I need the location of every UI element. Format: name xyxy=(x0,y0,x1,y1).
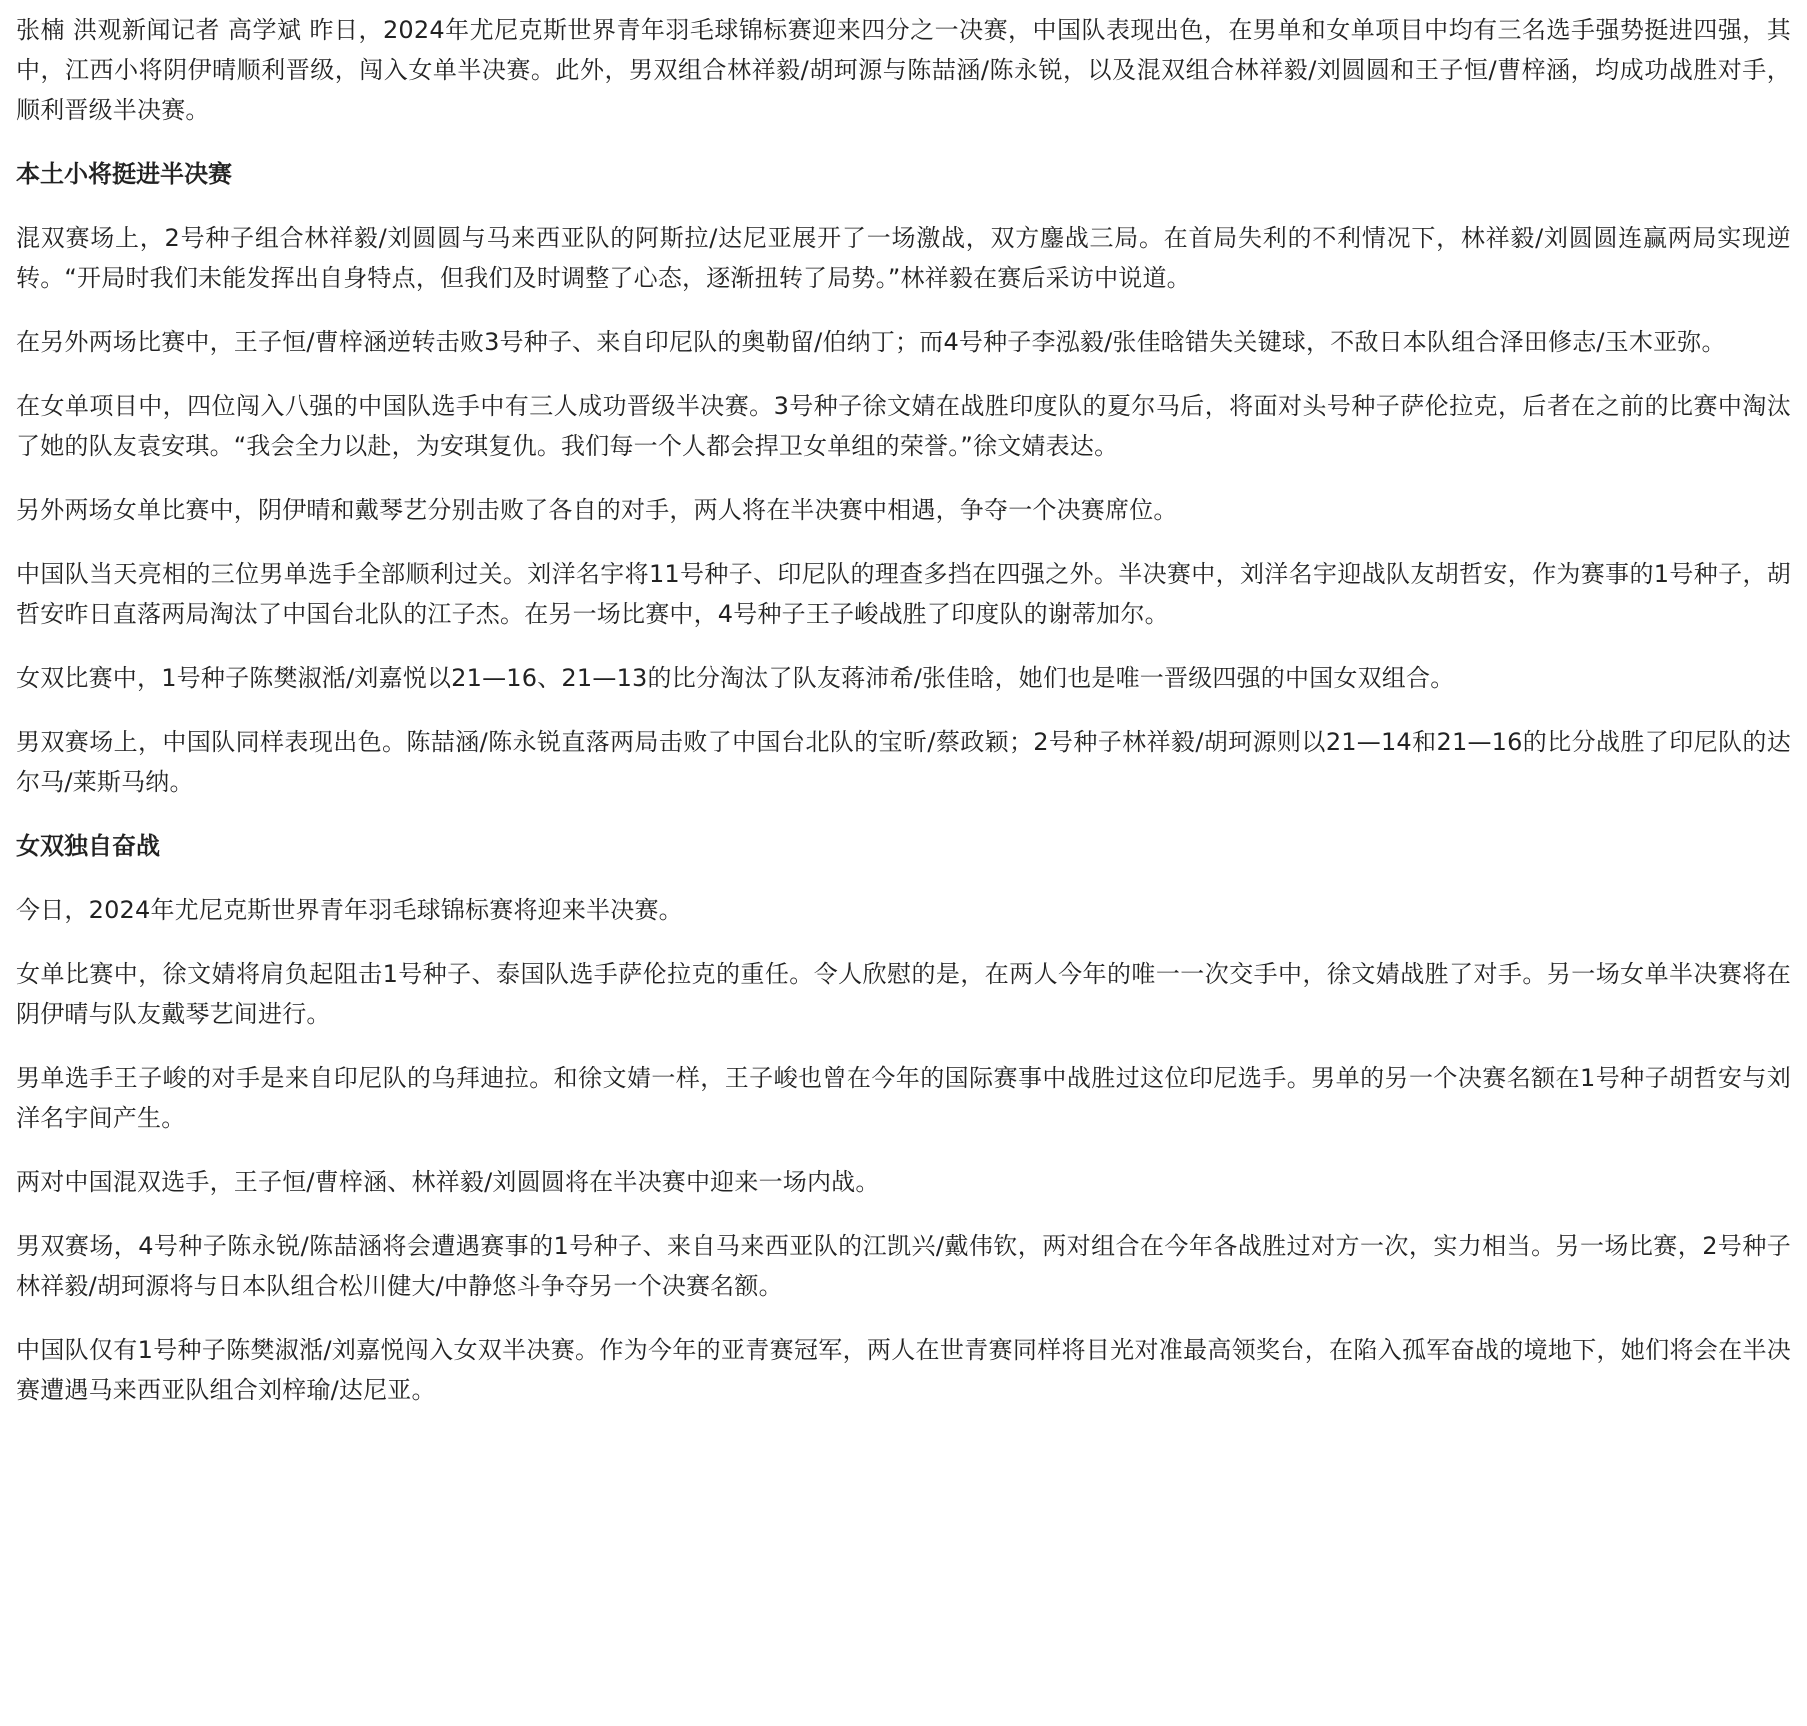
article-paragraph: 张楠 洪观新闻记者 高学斌 昨日，2024年尤尼克斯世界青年羽毛球锦标赛迎来四分之一决赛，中国队表现出色，在男单和女单项目中均有三名选手强势挺进四强，其中，江西小将阴伊晴顺利晋级，闯入女单半决赛。此外，男双组合林祥毅/胡珂源与陈喆涵/陈永锐，以及混双组合林祥毅/刘圆圆和王子恒/曹梓涵，均成功战胜对手，顺利晋级半决赛。 xyxy=(16,16,1791,124)
article-paragraph: 男双赛场，4号种子陈永锐/陈喆涵将会遭遇赛事的1号种子、来自马来西亚队的江凯兴/戴伟钦，两对组合在今年各战胜过对方一次，实力相当。另一场比赛，2号种子林祥毅/胡珂源将与日本队组合松川健大/中静悠斗争夺另一个决赛名额。 xyxy=(16,1232,1791,1300)
article-paragraph: 男单选手王子峻的对手是来自印尼队的乌拜迪拉。和徐文婧一样，王子峻也曾在今年的国际赛事中战胜过这位印尼选手。男单的另一个决赛名额在1号种子胡哲安与刘洋名宇间产生。 xyxy=(16,1064,1791,1132)
article-paragraph: 中国队仅有1号种子陈樊淑湉/刘嘉悦闯入女双半决赛。作为今年的亚青赛冠军，两人在世青赛同样将目光对准最高领奖台，在陷入孤军奋战的境地下，她们将会在半决赛遭遇马来西亚队组合刘梓瑜/达尼亚。 xyxy=(16,1336,1791,1404)
article-paragraph: 女单比赛中，徐文婧将肩负起阻击1号种子、泰国队选手萨伦拉克的重任。令人欣慰的是，在两人今年的唯一一次交手中，徐文婧战胜了对手。另一场女单半决赛将在阴伊晴与队友戴琴艺间进行。 xyxy=(16,960,1791,1028)
article-paragraph: 今日，2024年尤尼克斯世界青年羽毛球锦标赛将迎来半决赛。 xyxy=(16,896,683,924)
section-heading: 女双独自奋战 xyxy=(16,832,160,860)
article-paragraph: 男双赛场上，中国队同样表现出色。陈喆涵/陈永锐直落两局击败了中国台北队的宝昕/蔡政颖；2号种子林祥毅/胡珂源则以21—14和21—16的比分战胜了印尼队的达尔马/莱斯马纳。 xyxy=(16,728,1791,796)
article-paragraph: 混双赛场上，2号种子组合林祥毅/刘圆圆与马来西亚队的阿斯拉/达尼亚展开了一场激战，双方鏖战三局。在首局失利的不利情况下，林祥毅/刘圆圆连赢两局实现逆转。“开局时我们未能发挥出自身特点，但我们及时调整了心态，逐渐扭转了局势。”林祥毅在赛后采访中说道。 xyxy=(16,224,1791,292)
article-paragraph: 中国队当天亮相的三位男单选手全部顺利过关。刘洋名宇将11号种子、印尼队的理查多挡在四强之外。半决赛中，刘洋名宇迎战队友胡哲安，作为赛事的1号种子，胡哲安昨日直落两局淘汰了中国台北队的江子杰。在另一场比赛中，4号种子王子峻战胜了印度队的谢蒂加尔。 xyxy=(16,560,1791,628)
article-paragraph: 在另外两场比赛中，王子恒/曹梓涵逆转击败3号种子、来自印尼队的奥勒留/伯纳丁；而4号种子李泓毅/张佳晗错失关键球，不敌日本队组合泽田修志/玉木亚弥。 xyxy=(16,328,1726,356)
article-paragraph: 在女单项目中，四位闯入八强的中国队选手中有三人成功晋级半决赛。3号种子徐文婧在战胜印度队的夏尔马后，将面对头号种子萨伦拉克，后者在之前的比赛中淘汰了她的队友袁安琪。“我会全力以赴，为安琪复仇。我们每一个人都会捍卫女单组的荣誉。”徐文婧表达。 xyxy=(16,392,1791,460)
article-paragraph: 女双比赛中，1号种子陈樊淑湉/刘嘉悦以21—16、21—13的比分淘汰了队友蒋沛希/张佳晗，她们也是唯一晋级四强的中国女双组合。 xyxy=(16,664,1455,692)
section-heading: 本土小将挺进半决赛 xyxy=(16,160,232,188)
article-paragraph: 另外两场女单比赛中，阴伊晴和戴琴艺分别击败了各自的对手，两人将在半决赛中相遇，争夺一个决赛席位。 xyxy=(16,496,1178,524)
article-paragraph: 两对中国混双选手，王子恒/曹梓涵、林祥毅/刘圆圆将在半决赛中迎来一场内战。 xyxy=(16,1168,880,1196)
